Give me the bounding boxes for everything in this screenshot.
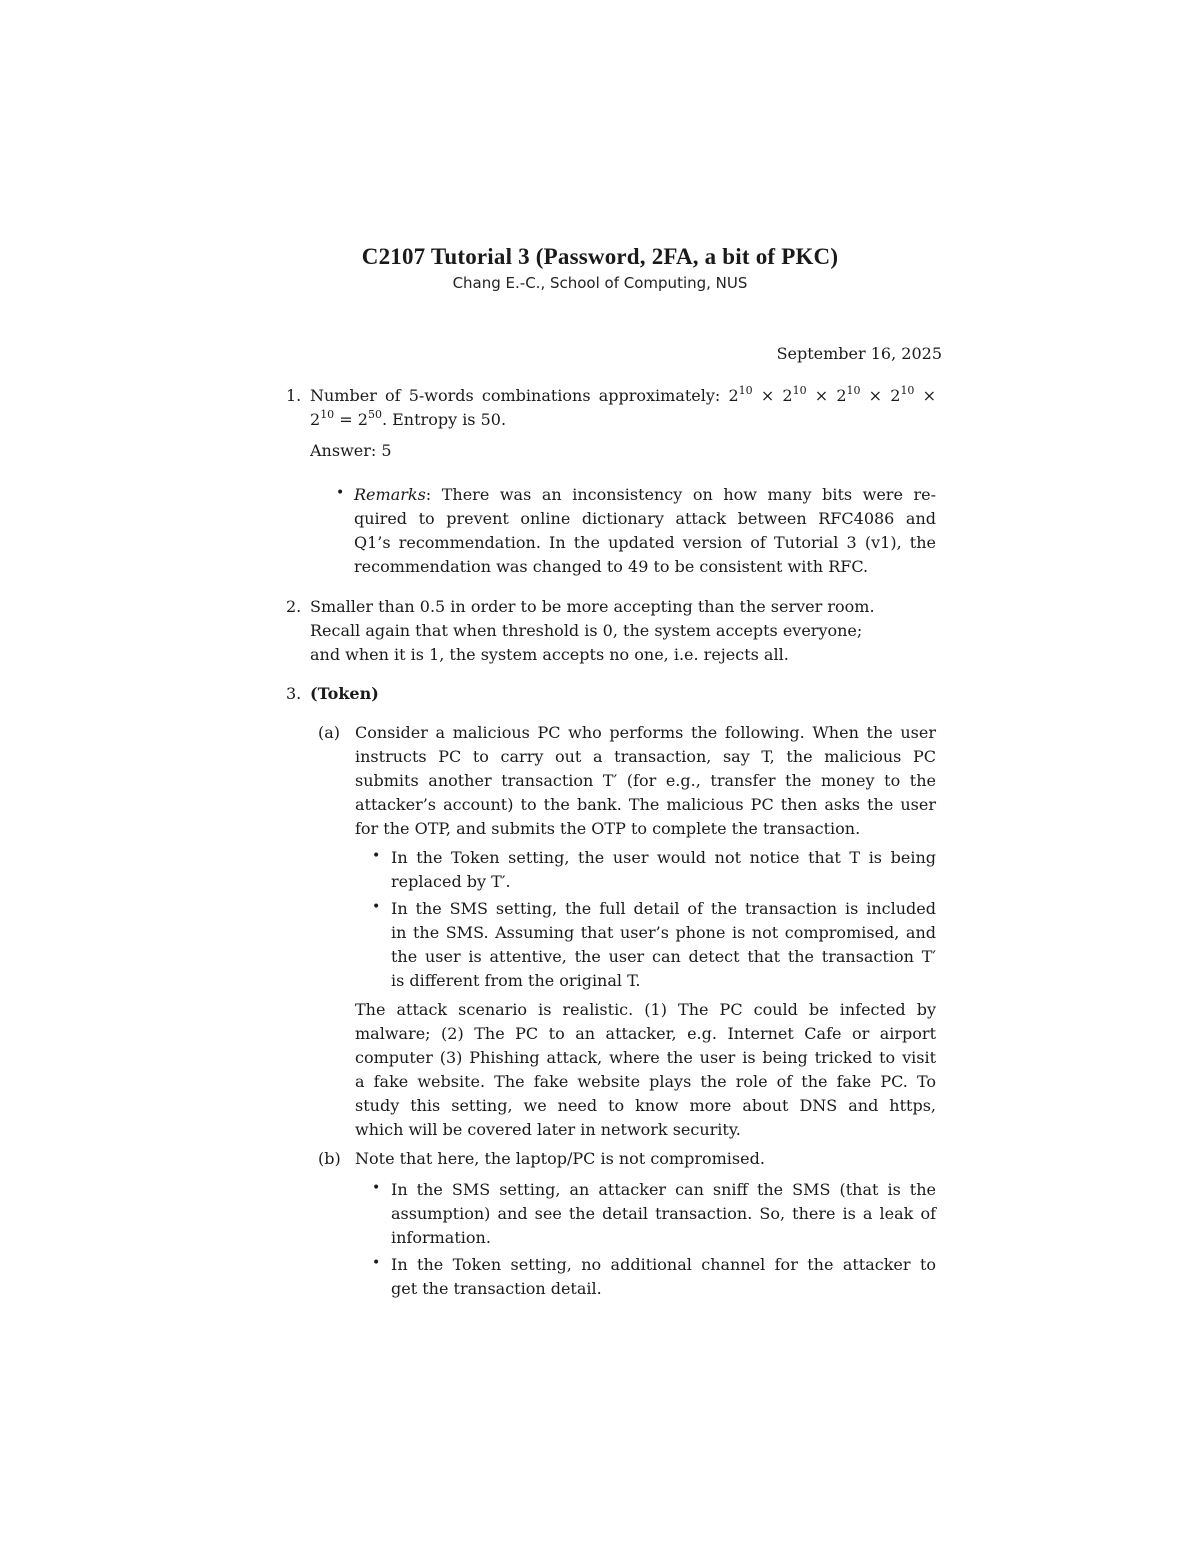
q1-remarks-line: quired to prevent online dictionary attack between RFC4086 and [354,509,936,528]
q1-remarks-label: Remarks [354,485,426,504]
q2-number: 2. [286,597,302,616]
q3a-para-line: malware; (2) The PC to an attacker, e.g. Internet Cafe or airport [355,1024,936,1043]
q3a-line: for the OTP, and submits the OTP to complete the transaction. [355,819,861,838]
q3a-para-line: which will be covered later in network security. [355,1120,741,1139]
q3a-line: submits another transaction T′ (for e.g., transfer the money to the [355,771,936,790]
bullet-icon: • [372,899,381,915]
q3b-bullet2 [391,1253,936,1301]
q3a-bullet2 [391,897,936,993]
q3a-bullet2-line: the user is attentive, the user can detect that the transaction T′ [391,947,936,966]
q1-remarks-line: Q1’s recommendation. In the updated version of Tutorial 3 (v1), the [354,533,936,552]
q3a-bullet1 [391,846,936,894]
q3a-bullet2-line: is different from the original T. [391,971,641,990]
bullet-icon: • [336,485,345,501]
q1-formula: $2^{10} \times 2^{10} \times 2^{10} \times 2^{10}$ × [728,384,937,405]
bullet-icon: • [372,848,381,864]
q3a-bullet1-line: In the Token setting, the user would not notice that T is being [391,848,936,867]
q3-number: 3. [286,684,302,703]
q1-remarks [354,483,936,579]
q3b-bullet1 [391,1178,936,1250]
q1-line1 [310,384,936,408]
q3b-line: Note that here, the laptop/PC is not compromised. [355,1149,765,1168]
q3a-line: instructs PC to carry out a transaction, say T, the malicious PC [355,747,936,766]
q3b-bullet1-line: information. [391,1228,491,1247]
q3b-bullet1-line: assumption) and see the detail transaction. So, there is a leak of [391,1204,936,1223]
q3a-para-line: The attack scenario is realistic. (1) The PC could be infected by [355,1000,936,1019]
q3b-label: (b) [318,1149,341,1168]
document-title: C2107 Tutorial 3 (Password, 2FA, a bit of PKC) [361,244,839,269]
q3b-bullet1-line: In the SMS setting, an attacker can sniff the SMS (that is the [391,1180,936,1199]
q3a-para-line: study this setting, we need to know more about DNS and https, [355,1096,936,1115]
q3a-text [355,721,936,841]
q1-entropy: . Entropy is 50. [381,410,507,429]
q3a-bullet1-line: replaced by T′. [391,872,511,891]
bullet-icon: • [372,1255,381,1271]
q1-answer: Answer: 5 [310,441,392,460]
q2-line: and when it is 1, the system accepts no one, i.e. rejects all. [310,645,789,664]
q3b-bullet2-line: get the transaction detail. [391,1279,602,1298]
q3a-para-line: a fake website. The fake website plays the role of the fake PC. To [355,1072,936,1091]
q3-heading: (Token) [310,684,379,703]
q1-line2 [310,408,936,432]
q3b-bullet2-line: In the Token setting, no additional channel for the attacker to [391,1255,936,1274]
q3a-bullet2-line: in the SMS. Assuming that user’s phone is not compromised, and [391,923,936,942]
q3a-line: attacker’s account) to the bank. The malicious PC then asks the user [355,795,936,814]
q2-text [310,595,936,667]
q3a-label: (a) [318,723,341,742]
q3a-line: Consider a malicious PC who performs the following. When the user [355,723,936,742]
q3a-paragraph [355,998,936,1142]
q1-line1-text: Number of 5-words combinations approximately: [310,386,729,405]
q3a-bullet2-line: In the SMS setting, the full detail of the transaction is included [391,899,936,918]
q1-formula-end: $2^{10} = 2^{50}$ [310,408,382,429]
bullet-icon: • [372,1180,381,1196]
q1-remarks-line: Remarks: There was an inconsistency on how many bits were re- [354,485,936,504]
q3a-para-line: computer (3) Phishing attack, where the user is being tricked to visit [355,1048,936,1067]
q1-remarks-line: recommendation was changed to 49 to be consistent with RFC. [354,557,869,576]
document-date: September 16, 2025 [776,344,942,363]
document-author: Chang E.-C., School of Computing, NUS [452,274,748,292]
q2-line: Recall again that when threshold is 0, the system accepts everyone; [310,621,863,640]
q1-number: 1. [286,386,302,405]
q2-line: Smaller than 0.5 in order to be more accepting than the server room. [310,597,875,616]
